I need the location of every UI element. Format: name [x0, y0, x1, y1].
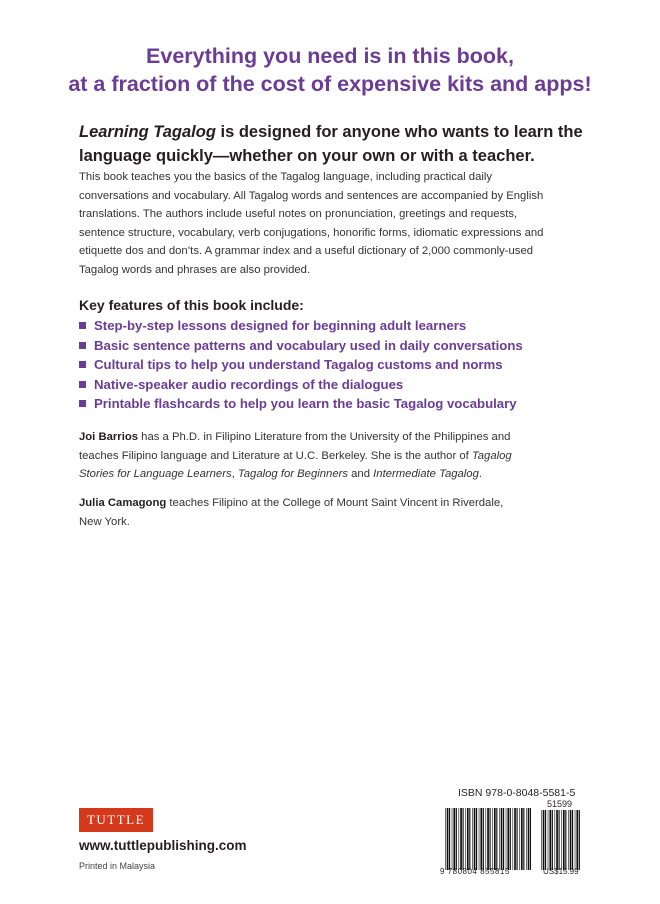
feature-item: Basic sentence patterns and vocabulary used in daily conversations	[79, 336, 523, 356]
isbn-label: ISBN 978-0-8048-5581-5	[458, 787, 576, 799]
book-title: Tagalog for Beginners	[237, 468, 349, 481]
feature-item: Step-by-step lessons designed for beginning adult learners	[79, 316, 523, 336]
intro-line-2: language quickly—whether on your own or with a teacher.	[79, 147, 535, 165]
barcode-number: 9 780804 855815	[440, 867, 510, 876]
feature-item: Native-speaker audio recordings of the dialogues	[79, 375, 523, 395]
printed-in: Printed in Malaysia	[79, 861, 156, 871]
book-title: Learning Tagalog	[79, 123, 216, 141]
intro-statement	[79, 120, 599, 168]
description-line: etiquette dos and don’ts. A grammar index and a useful dictionary of 2,000 commonly-used	[79, 245, 534, 258]
square-bullet-icon	[79, 322, 86, 329]
headline	[0, 42, 660, 98]
author-bio-barrios: Joi Barrios has a Ph.D. in Filipino Literature from the University of the Philippines and teaches Filipino language and Literature at U.C. Berkeley. She is the author of Tagalog Stories for Language Learners, Tagalog for Beginners and Intermediate Tagalog.	[79, 431, 512, 481]
description-line: sentence structure, vocabulary, verb conjugations, honorific forms, idiomatic expressions and	[79, 226, 544, 239]
publisher-logo: TUTTLE	[79, 808, 153, 832]
features-list	[79, 316, 523, 414]
description-line: Tagalog words and phrases are also provided.	[79, 263, 311, 276]
book-title: Intermediate Tagalog	[373, 468, 479, 481]
square-bullet-icon	[79, 342, 86, 349]
square-bullet-icon	[79, 400, 86, 407]
description-line: conversations and vocabulary. All Tagalog words and sentences are accompanied by English	[79, 189, 544, 202]
feature-item: Cultural tips to help you understand Tagalog customs and norms	[79, 355, 523, 375]
publisher-website: www.tuttlepublishing.com	[79, 838, 247, 853]
price-label: US$15.99	[543, 867, 579, 876]
book-title: Tagalog	[471, 449, 512, 462]
square-bullet-icon	[79, 381, 86, 388]
intro-line-1: is designed for anyone who wants to learn the	[215, 123, 583, 141]
barcode-icon	[445, 808, 531, 870]
description-paragraph	[79, 168, 579, 280]
feature-item: Printable flashcards to help you learn the basic Tagalog vocabulary	[79, 394, 523, 414]
price-barcode-icon	[541, 810, 581, 870]
headline-line-1: Everything you need is in this book,	[146, 44, 514, 68]
headline-line-2: at a fraction of the cost of expensive kits and apps!	[68, 72, 592, 96]
book-title: Stories for Language Learners	[79, 468, 232, 481]
description-line: translations. The authors include useful notes on pronunciation, greetings and requests,	[79, 208, 518, 221]
square-bullet-icon	[79, 361, 86, 368]
features-heading: Key features of this book include:	[79, 297, 304, 313]
author-name: Julia Camagong	[79, 497, 167, 509]
author-name: Joi Barrios	[79, 431, 139, 443]
description-line: This book teaches you the basics of the Tagalog language, including practical daily	[79, 171, 493, 183]
author-bio-camagong: Julia Camagong teaches Filipino at the College of Mount Saint Vincent in Riverdale, New York.	[79, 497, 504, 528]
price-addon-number: 51599	[547, 799, 573, 809]
